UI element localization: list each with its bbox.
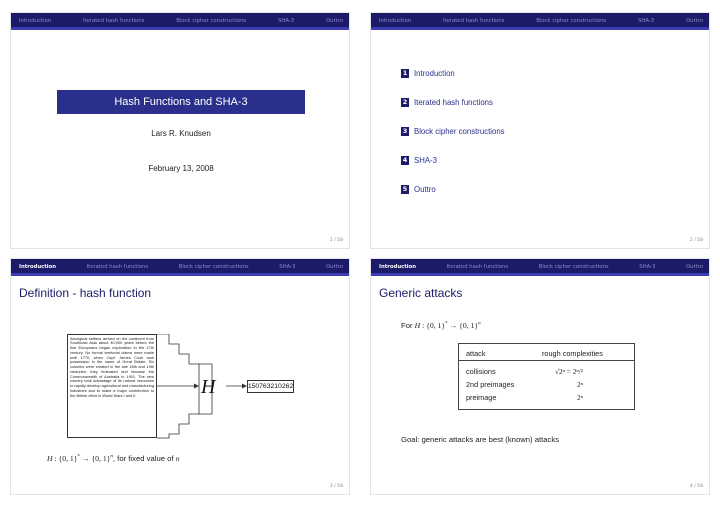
toc-item[interactable] xyxy=(401,184,505,194)
table-of-contents xyxy=(401,68,505,213)
table-row xyxy=(459,380,634,392)
nav-sha3[interactable]: SHA-3 xyxy=(638,17,655,24)
table-row xyxy=(459,367,634,379)
slide-navbar xyxy=(11,13,350,30)
complexity-table xyxy=(458,343,635,410)
attack-cell: 2nd preimages xyxy=(466,380,515,389)
page-number: 1 / 58 xyxy=(329,238,343,243)
slide-2 xyxy=(370,12,710,249)
table-row xyxy=(459,393,634,405)
frame-title: Generic attacks xyxy=(379,286,463,300)
nav-iterated-hash[interactable]: Iterated hash functions xyxy=(442,17,505,24)
toc-label: Introduction xyxy=(414,68,455,78)
hash-digest-output: 150763210262 xyxy=(247,380,294,393)
nav-block-cipher[interactable]: Block cipher constructions xyxy=(176,17,247,24)
toc-item[interactable] xyxy=(401,126,505,136)
toc-number: 1 xyxy=(402,69,408,77)
nav-iterated-hash[interactable]: Iterated hash functions xyxy=(86,263,149,270)
complexity-cell: 2ⁿ xyxy=(577,380,583,389)
toc-label: SHA-3 xyxy=(414,155,437,165)
nav-outtro[interactable]: Outtro xyxy=(685,17,703,24)
nav-outtro[interactable]: Outtro xyxy=(325,17,343,24)
page-number: 3 / 58 xyxy=(329,484,343,489)
nav-block-cipher[interactable]: Block cipher constructions xyxy=(536,17,607,24)
nav-sha3[interactable]: SHA-3 xyxy=(278,17,295,24)
nav-iterated-hash[interactable]: Iterated hash functions xyxy=(82,17,145,24)
slide-navbar xyxy=(371,13,710,30)
nav-outtro[interactable]: Outtro xyxy=(325,263,343,270)
toc-number: 2 xyxy=(402,98,408,106)
attack-cell: preimage xyxy=(466,393,497,402)
nav-outtro[interactable]: Outtro xyxy=(685,263,703,270)
date: February 13, 2008 xyxy=(148,164,214,173)
page-number: 4 / 58 xyxy=(689,484,703,489)
nav-block-cipher[interactable]: Block cipher constructions xyxy=(538,263,609,270)
nav-block-cipher[interactable]: Block cipher constructions xyxy=(178,263,249,270)
toc-item[interactable] xyxy=(401,68,505,78)
function-statement: For H : {0, 1}* → {0, 1}$^n$ xyxy=(401,321,481,330)
slide-3 xyxy=(10,258,350,495)
slide-4 xyxy=(370,258,710,495)
nav-introduction[interactable]: Introduction xyxy=(379,263,416,270)
nav-iterated-hash[interactable]: Iterated hash functions xyxy=(446,263,509,270)
nav-sha3[interactable]: SHA-3 xyxy=(639,263,656,270)
toc-item[interactable] xyxy=(401,97,505,107)
slide-navbar xyxy=(11,259,350,276)
hash-definition-caption: H : {0, 1}* → {0, 1}$^n$, for fixed value of n xyxy=(47,454,180,463)
hash-input-message: Aboriginal settlers arrived on the continent from Southeast Asia about 40,000 years before the first Europeans began exploration in the 17th century. No formal territorial claims were made until 1770, when Capt. James Cook took possession in the name of Great Britain. Six colonies were created in the late 18th and 19th centuries; they federated and became the Commonwealth of Australia in 1901. The new country took advantage of its natural resources to rapidly develop agricultural and manufacturing industries and to make a major contribution to the British effort in World Wars I and II. xyxy=(67,334,157,438)
slide-navbar xyxy=(371,259,710,276)
goal-statement: Goal: generic attacks are best (known) attacks xyxy=(401,435,560,444)
column-header: attack xyxy=(466,349,486,358)
attack-cell: collisions xyxy=(466,367,496,376)
nav-introduction[interactable]: Introduction xyxy=(19,263,56,270)
author: Lars R. Knudsen xyxy=(151,129,211,138)
toc-label: Outtro xyxy=(414,184,436,194)
toc-label: Block cipher constructions xyxy=(414,126,505,136)
nav-introduction[interactable]: Introduction xyxy=(19,17,52,24)
page-number: 2 / 58 xyxy=(689,238,703,243)
column-header: rough complexities xyxy=(542,349,603,358)
hash-function-symbol: H xyxy=(201,376,216,398)
table-header xyxy=(459,344,634,361)
nav-sha3[interactable]: SHA-3 xyxy=(279,263,296,270)
toc-number: 5 xyxy=(402,185,408,193)
toc-label: Iterated hash functions xyxy=(414,97,493,107)
complexity-cell: √2ⁿ = 2ⁿ/² xyxy=(555,367,583,376)
frame-title: Definition - hash function xyxy=(19,286,152,300)
presentation-title: Hash Functions and SHA-3 xyxy=(57,90,305,114)
slide-1 xyxy=(10,12,350,249)
toc-number: 3 xyxy=(402,127,408,135)
toc-number: 4 xyxy=(402,156,408,164)
nav-introduction[interactable]: Introduction xyxy=(379,17,412,24)
toc-item[interactable] xyxy=(401,155,505,165)
complexity-cell: 2ⁿ xyxy=(577,393,583,402)
